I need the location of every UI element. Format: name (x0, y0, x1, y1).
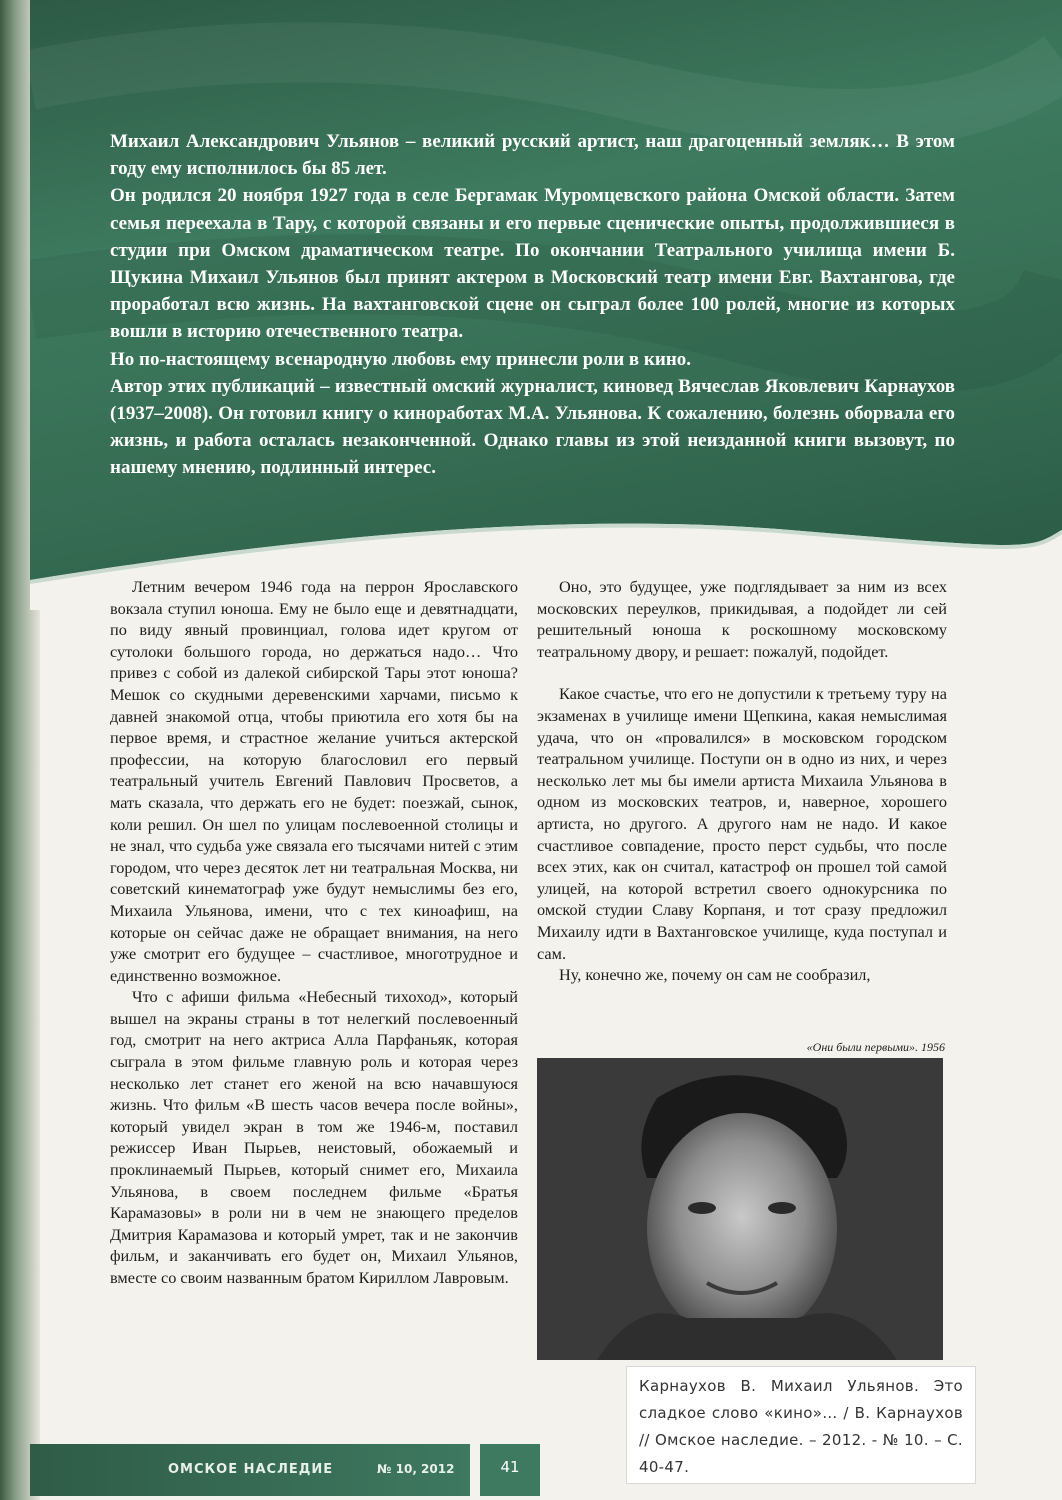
article-left-column (110, 576, 518, 1289)
article-right-column (537, 576, 947, 986)
article-paragraph: Какое счастье, что его не допустили к третьему туру на экзаменах в училище имени Щепкина, какая немыслимая удача, что он «провалился» в московском городском театральном училище. Поступи он в одно из них, и через несколько лет мы бы имели артиста Михаила Ульянова в одном из московских театров, и, наверное, хорошего артиста, но другого. А другого нам не надо. И какое счастливое совпадение, просто перст судьбы, что после всех этих, как он считал, катастроф он прошел той самой улицей, на которой встретил своего однокурсника по омской студии Славу Корпаня, и тот сразу предложил Михаилу идти в Вахтанговское училище, куда поступал и сам. (537, 684, 947, 963)
magazine-title: ОМСКОЕ НАСЛЕДИЕ (168, 1462, 334, 1477)
article-paragraph: Летним вечером 1946 года на перрон Ярославского вокзала ступил юноша. Ему не было еще и девятнадцати, по виду явный провинциал, голова идет кругом от сутолоки большого города, но держаться надо… Что привез с собой из далекой сибирской Тары этот юноша? Мешок со скудными деревенскими харчами, письмо к давней знакомой отца, чтобы приютила его хотя бы на первое время, и страстное желание учиться актерской профессии, на которую благословил его первый театральный учитель Евгений Павлович Просветов, а мать сказала, что держать его не будет: поезжай, сынок, коли решил. Он шел по улицам послевоенной столицы и не знал, что судьба уже связала его тысячами нитей с этим городом, что через десяток лет ни театральная Москва, ни советский кинематограф уже будут немыслимы без его, Михаила Ульянова, имени, что с тех киноафиш, на которые он сейчас даже не обращает внимания, на него уже смотрит его будущее – счастливое, многотрудное и единственно возможное. (110, 577, 518, 985)
intro-paragraph: Михаил Александрович Ульянов – великий русский артист, наш драгоценный земляк… В этом году ему исполнилось бы 85 лет. (110, 131, 955, 180)
intro-text (110, 128, 955, 482)
intro-paragraph: Он родился 20 ноября 1927 года в селе Бергамак Муромцевского района Омской области. Затем семья переехала в Тару, с которой связаны и его первые сценические опыты, продолжившиеся в студии при Омском драматическом театре. По окончании Театрального училища имени Б. Щукина Михаил Ульянов был принят актером в Московский театр имени Евг. Вахтангова, где проработал всю жизнь. На вахтанговской сцене он сыграл более 100 ролей, многие из которых вошли в историю отечественного театра. (110, 185, 955, 343)
portrait-illustration (537, 1058, 943, 1360)
actor-photo (537, 1058, 943, 1360)
article-paragraph: Что с афиши фильма «Небесный тихоход», который вышел на экраны страны в тот нелегкий послевоенный год, смотрит на него актриса Алла Парфаньяк, которая сыграла в этом фильме главную роль и которая через несколько лет станет его женой на всю начавшуюся жизнь. Что фильм «В шесть часов вечера после войны», который увидел экран в том же 1946-м, поставил режиссер Иван Пырьев, неистовый, обожаемый и проклинаемый Пырьев, который снимет его, Михаила Ульянова, в своем последнем фильме «Братья Карамазовы» в роли ни в чем не знающего пределов Дмитрия Карамазова и который умрет, так и не закончив фильм, и заканчивать его будет он, Михаил Ульянов, вместе со своим названным братом Кириллом Лавровым. (110, 987, 518, 1287)
citation-label: Карнаухов В. Михаил Ульянов. Это сладкое слово «кино»… / В. Карнаухов // Омское наследие. – 2012. - № 10. – С. 40-47. (626, 1366, 976, 1484)
intro-paragraph: Но по-настоящему всенародную любовь ему принесли роли в кино. (110, 348, 692, 370)
page-number: 41 (500, 1458, 520, 1476)
article-paragraph: Ну, конечно же, почему он сам не сообразил, (559, 965, 871, 985)
photo-caption: «Они были первыми». 1956 (806, 1040, 945, 1054)
page-number-box (480, 1444, 540, 1496)
issue-number: № 10, 2012 (377, 1462, 455, 1476)
article-paragraph: Оно, это будущее, уже подглядывает за ним из всех московских переулков, прикидывая, а подойдет ли сей решительный юноша к роскошному московскому театральному двору, и решает: пожалуй, подойдет. (537, 577, 947, 661)
intro-paragraph: Автор этих публикаций – известный омский журналист, киновед Вячеслав Яковлевич Карнаухов (1937–2008). Он готовил книгу о киноработах М.А. Ульянова. К сожалению, болезнь оборвала его жизнь, и работа осталась незаконченной. Однако главы из этой неизданной книги вызовут, по нашему мнению, подлинный интерес. (110, 375, 955, 479)
